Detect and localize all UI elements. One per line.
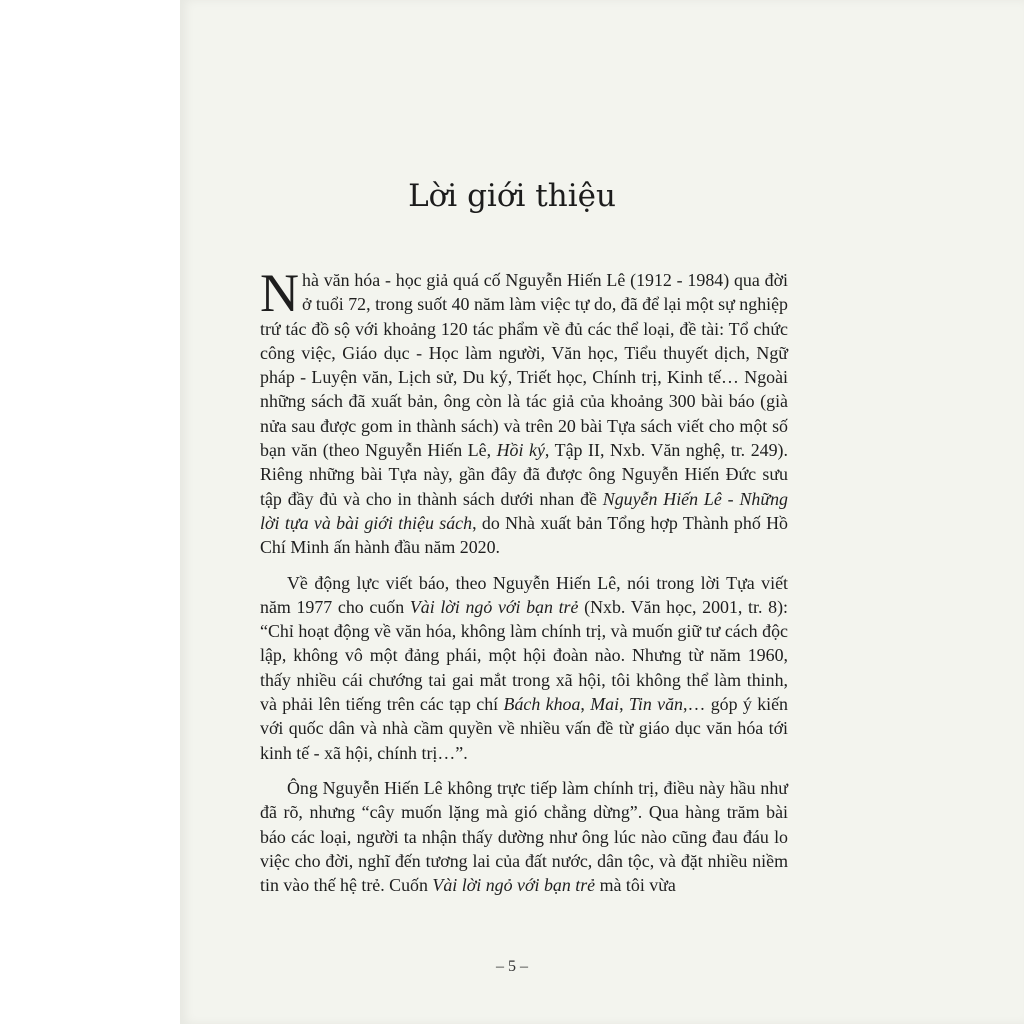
text-segment: hà văn hóa - học giả quá cố Nguyễn Hiến Lê (1912 - 1984) qua đời ở tuổi 72, trong suốt 40 năm làm việc tự do, đã để lại một sự nghiệp trứ tác đồ sộ với khoảng 120 tác phẩm về đủ các thể loại, đề tài: Tổ chức công việc, Giáo dục - Học làm người, Văn học, Tiểu thuyết dịch, Ngữ pháp - Luyện văn, Lịch sử, Du ký, Triết học, Chính trị, Kinh tế… Ngoài những sách đã xuất bản, ông còn là tác giả của khoảng 300 bài báo (già nửa sau được gom in thành sách) và trên 20 bài Tựa sách viết cho một số bạn văn (theo Nguyễn Hiến Lê, (260, 270, 788, 461)
body-text (260, 263, 788, 897)
text-segment: Về động lực viết báo, theo Nguyễn Hiến Lê, nói trong lời Tựa viết năm 1977 cho cuốn (260, 572, 788, 617)
text-segment: , do Nhà xuất bản Tổng hợp Thành phố Hồ Chí Minh ấn hành đầu năm 2020. (260, 512, 788, 558)
text-segment: ,… góp ý kiến với quốc dân và nhà cầm quyền về nhiều vấn đề từ giáo dục văn hóa tới kinh tế - xã hội, chính trị…”. (260, 694, 788, 763)
drop-cap: N (260, 263, 299, 323)
italic-title: Bách khoa (503, 694, 581, 715)
paragraph-3 (260, 776, 788, 897)
italic-title: Vài lời ngỏ với bạn trẻ (432, 875, 596, 896)
italic-title: Tin văn (628, 694, 683, 715)
chapter-title: Lời giới thiệu (408, 178, 616, 214)
italic-title: Vài lời ngỏ với bạn trẻ (409, 596, 579, 617)
italic-title: Nguyễn Hiến Lê - Những lời tựa và bài giới thiệu sách (260, 488, 788, 533)
text-segment: , Tập II, Nxb. Văn nghệ, tr. 249). Riêng những bài Tựa này, gần đây đã được ông Nguyễn Hiến Đức sưu tập đầy đủ và cho in thành sách dưới nhan đề (260, 440, 788, 509)
paragraph-2 (260, 571, 788, 765)
italic-title: Hồi ký (496, 440, 545, 461)
text-segment: (Nxb. Văn học, 2001, tr. 8): “Chỉ hoạt động về văn hóa, không làm chính trị, và muốn giữ tư cách độc lập, không vô một đảng phái, một hội đoàn nào. Nhưng từ năm 1960, thấy nhiều cái chướng tai gai mắt trong xã hội, tôi không thể làm thinh, và phải lên tiếng trên các tạp chí (260, 596, 788, 715)
text-segment: , (619, 694, 629, 715)
text-segment: , (580, 694, 591, 715)
text-segment: Ông Nguyễn Hiến Lê không trực tiếp làm chính trị, điều này hầu như đã rõ, nhưng “cây muốn lặng mà gió chẳng dừng”. Qua hàng trăm bài báo các loại, người ta nhận thấy dường như ông lúc nào cũng đau đáu lo việc cho đời, nghĩ đến tương lai của đất nước, dân tộc, và đặt nhiều niềm tin vào thế hệ trẻ. Cuốn (260, 777, 788, 896)
text-segment: mà tôi vừa (595, 875, 676, 896)
italic-title: Mai (590, 694, 620, 715)
paragraph-1 (260, 263, 788, 560)
page-number: – 5 – (496, 958, 528, 975)
